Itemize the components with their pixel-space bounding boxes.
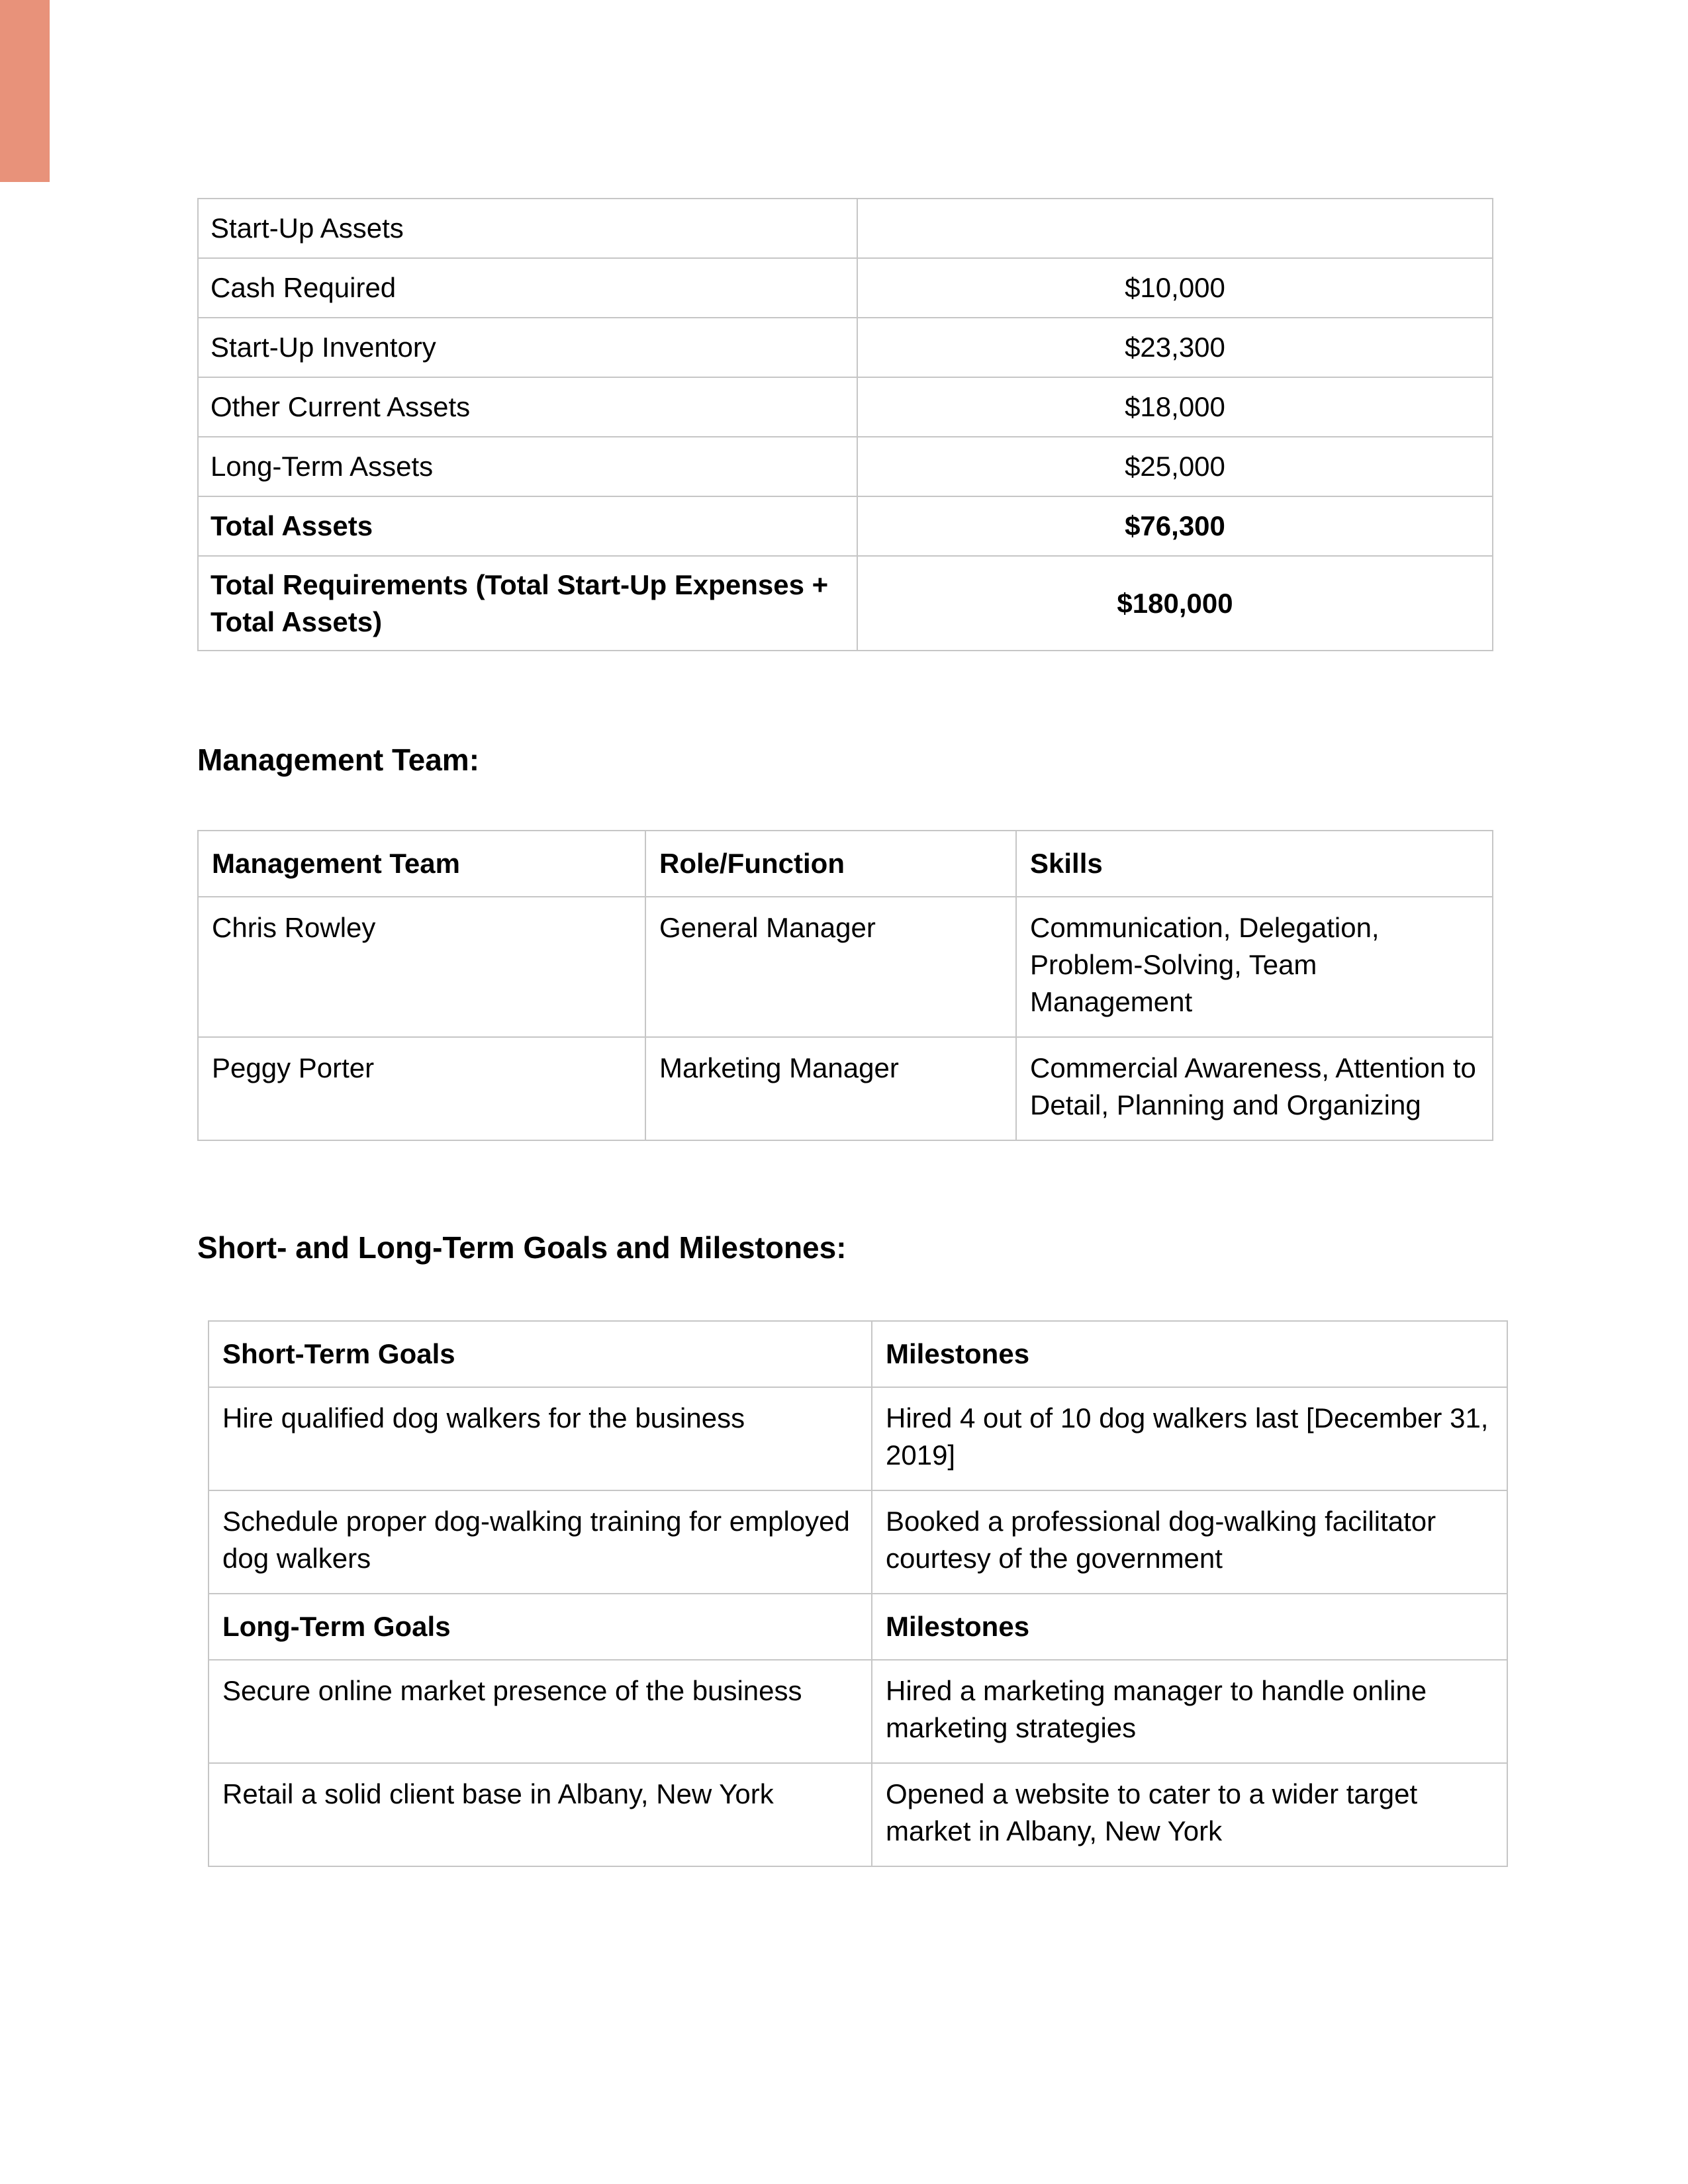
table-row [198,258,1493,318]
table-row [198,318,1493,377]
table-row [209,1763,1507,1866]
table-header-row [198,831,1493,897]
milestone-text: Booked a professional dog-walking facilitator courtesy of the government [872,1490,1507,1594]
assets-label: Start-Up Inventory [198,318,857,377]
column-header: Management Team [198,831,645,897]
goals-heading: Short- and Long-Term Goals and Milestones: [197,1230,847,1265]
table-row [198,1037,1493,1140]
assets-value: $23,300 [857,318,1493,377]
total-assets-label: Total Assets [198,496,857,556]
milestones-header: Milestones [872,1321,1507,1387]
table-row [198,199,1493,258]
milestone-text: Hired a marketing manager to handle online marketing strategies [872,1660,1507,1763]
table-row [209,1387,1507,1490]
long-term-goals-header: Long-Term Goals [209,1594,872,1660]
table-row [198,377,1493,437]
column-header: Role/Function [645,831,1016,897]
table-row-total-requirements [198,556,1493,651]
table-row [209,1660,1507,1763]
member-name: Chris Rowley [198,897,645,1037]
goals-milestones-table [208,1320,1508,1867]
column-header: Skills [1016,831,1493,897]
assets-label: Other Current Assets [198,377,857,437]
table-row-total [198,496,1493,556]
goal-text: Secure online market presence of the business [209,1660,872,1763]
table-row [198,437,1493,496]
member-role: General Manager [645,897,1016,1037]
table-header-row [209,1594,1507,1660]
assets-value [857,199,1493,258]
management-team-table [197,830,1493,1141]
total-requirements-value: $180,000 [857,556,1493,651]
table-row [209,1490,1507,1594]
assets-label: Long-Term Assets [198,437,857,496]
startup-assets-table [197,198,1493,651]
milestone-text: Opened a website to cater to a wider target market in Albany, New York [872,1763,1507,1866]
assets-label: Start-Up Assets [198,199,857,258]
member-role: Marketing Manager [645,1037,1016,1140]
assets-value: $10,000 [857,258,1493,318]
milestones-header: Milestones [872,1594,1507,1660]
goal-text: Hire qualified dog walkers for the business [209,1387,872,1490]
member-skills: Communication, Delegation, Problem-Solving, Team Management [1016,897,1493,1037]
assets-value: $18,000 [857,377,1493,437]
goal-text: Schedule proper dog-walking training for employed dog walkers [209,1490,872,1594]
table-row [198,897,1493,1037]
total-requirements-label: Total Requirements (Total Start-Up Expenses + Total Assets) [198,556,857,651]
table-header-row [209,1321,1507,1387]
accent-tab [0,0,50,182]
member-skills: Commercial Awareness, Attention to Detail, Planning and Organizing [1016,1037,1493,1140]
short-term-goals-header: Short-Term Goals [209,1321,872,1387]
goal-text: Retail a solid client base in Albany, New York [209,1763,872,1866]
assets-label: Cash Required [198,258,857,318]
assets-value: $25,000 [857,437,1493,496]
total-assets-value: $76,300 [857,496,1493,556]
member-name: Peggy Porter [198,1037,645,1140]
management-team-heading: Management Team: [197,743,480,777]
milestone-text: Hired 4 out of 10 dog walkers last [December 31, 2019] [872,1387,1507,1490]
